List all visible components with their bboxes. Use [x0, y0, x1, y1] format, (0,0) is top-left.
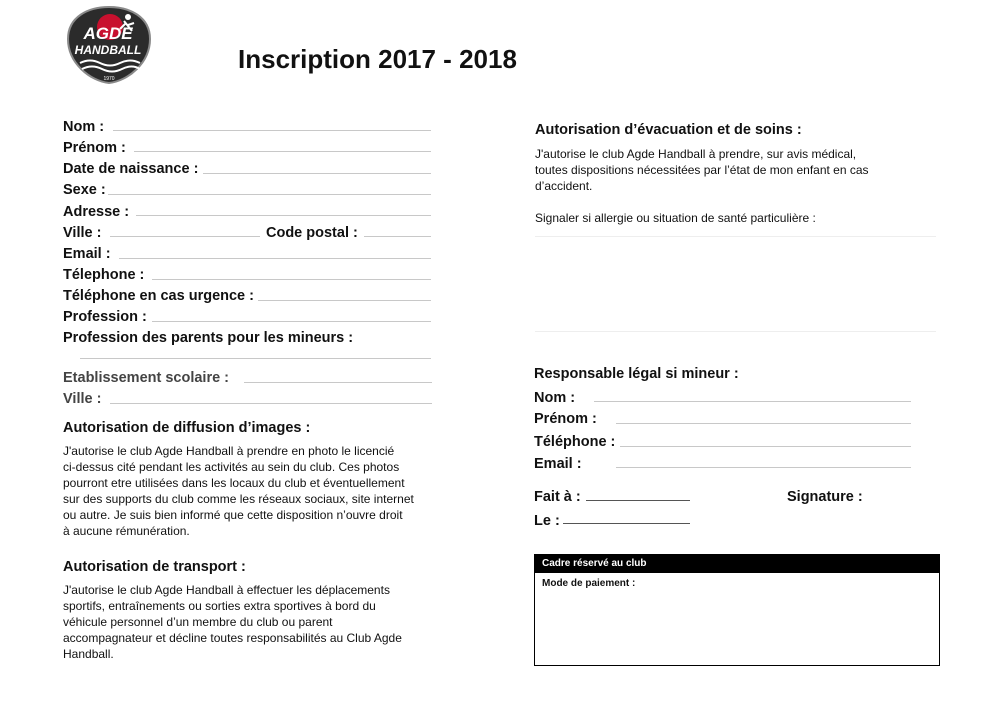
label-sexe: Sexe : [63, 182, 106, 198]
line-telephone[interactable] [152, 279, 431, 280]
guardian-label-email: Email : [534, 456, 582, 472]
label-adresse: Adresse : [63, 204, 130, 220]
label-telephone-urgence: Téléphone en cas urgence : [63, 288, 254, 304]
line-fait-a[interactable] [586, 500, 690, 501]
label-telephone: Télephone : [63, 267, 145, 283]
label-profession-parents: Profession des parents pour les mineurs : [63, 330, 354, 346]
guardian-line-email[interactable] [616, 467, 911, 468]
transport-line: sportifs, entraînements ou sorties extra sportives à bord du [63, 599, 376, 613]
transport-line: véhicule personnel d’un membre du club ou parent [63, 615, 333, 629]
payment-mode-label: Mode de paiement : [542, 578, 636, 589]
guardian-line-prenom[interactable] [616, 423, 911, 424]
images-line: pourront etre utilisées dans les locaux du club et éventuellement [63, 476, 405, 490]
club-logo [66, 5, 152, 85]
label-code-postal: Code postal : [266, 225, 358, 241]
label-email: Email : [63, 246, 111, 262]
images-line: à aucune rémunération. [63, 524, 190, 538]
line-prenom[interactable] [134, 151, 431, 152]
label-signature: Signature : [787, 489, 863, 505]
line-etablissement[interactable] [244, 382, 432, 383]
images-line: J'autorise le club Agde Handball à prendre en photo le licencié [63, 444, 395, 458]
label-ville-2: Ville : [63, 391, 102, 407]
allergy-label: Signaler si allergie ou situation de santé particulière : [535, 211, 816, 225]
line-adresse[interactable] [136, 215, 431, 216]
evac-heading: Autorisation d’évacuation et de soins : [535, 122, 802, 138]
evac-line: J'autorise le club Agde Handball à prendre, sur avis médical, [535, 147, 857, 161]
club-reserved-box [534, 554, 940, 666]
guardian-line-nom[interactable] [594, 401, 911, 402]
transport-text [63, 582, 443, 662]
line-code-postal[interactable] [364, 236, 431, 237]
line-email[interactable] [119, 258, 431, 259]
logo-text-handball: HANDBALL [74, 43, 142, 57]
images-line: ou autre. Je suis bien informé que cette disposition n’ouvre droit [63, 508, 403, 522]
label-nom: Nom : [63, 119, 105, 135]
images-heading: Autorisation de diffusion d’images : [63, 420, 311, 436]
guardian-line-telephone[interactable] [620, 446, 911, 447]
transport-line: J'autorise le club Agde Handball à effectuer les déplacements [63, 583, 390, 597]
line-profession[interactable] [152, 321, 431, 322]
club-box-header: Cadre réservé au club [535, 555, 939, 573]
label-le: Le : [534, 513, 560, 529]
logo-text-agde: AGDE [83, 24, 133, 43]
guardian-label-prenom: Prénom : [534, 411, 597, 427]
label-etablissement: Etablissement scolaire : [63, 370, 230, 386]
transport-line: Handball. [63, 647, 114, 661]
images-text [63, 443, 443, 539]
label-profession: Profession : [63, 309, 147, 325]
images-line: ci-dessus cité pendant les activités au sein du club. Ces photos [63, 460, 400, 474]
label-fait-a: Fait à : [534, 489, 581, 505]
line-ville[interactable] [110, 236, 260, 237]
allergy-box[interactable] [535, 236, 936, 332]
evac-line: d’accident. [535, 179, 593, 193]
label-date-naissance: Date de naissance : [63, 161, 199, 177]
line-profession-parents[interactable] [80, 358, 431, 359]
logo-year: 1970 [103, 76, 115, 82]
transport-line: accompagnateur et décline toutes responsabilités au Club Agde [63, 631, 402, 645]
label-ville: Ville : [63, 225, 102, 241]
transport-heading: Autorisation de transport : [63, 559, 246, 575]
line-nom[interactable] [113, 130, 431, 131]
guardian-label-telephone: Téléphone : [534, 434, 616, 450]
label-prenom: Prénom : [63, 140, 126, 156]
evac-text [535, 146, 925, 194]
guardian-heading: Responsable légal si mineur : [534, 366, 739, 382]
images-line: sur des supports du club comme les réseaux sociaux, site internet [63, 492, 414, 506]
evac-line: toutes dispositions nécessitées par l’état de mon enfant en cas [535, 163, 869, 177]
line-sexe[interactable] [108, 194, 431, 195]
line-date-naissance[interactable] [203, 173, 431, 174]
guardian-label-nom: Nom : [534, 390, 576, 406]
line-ville-2[interactable] [110, 403, 432, 404]
line-le[interactable] [563, 523, 690, 524]
page-title: Inscription 2017 - 2018 [238, 44, 517, 74]
line-telephone-urgence[interactable] [258, 300, 431, 301]
